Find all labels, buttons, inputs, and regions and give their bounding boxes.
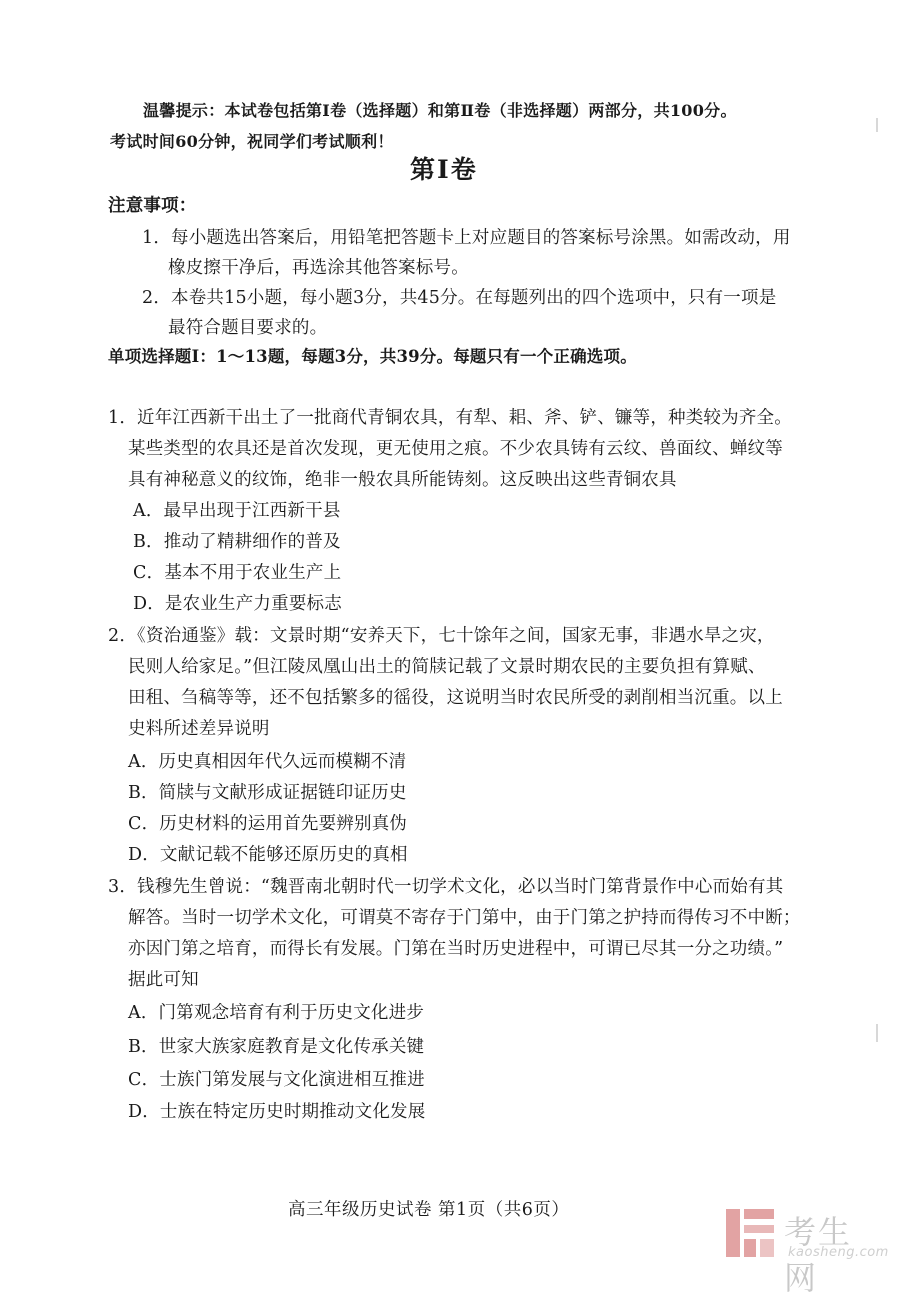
notes-item1-line2: 橡皮擦干净后，再选涂其他答案标号。 [168, 258, 469, 278]
scan-edge-mark [876, 1024, 878, 1042]
section-intro: 单项选择题Ⅰ：1～13题，每题3分，共39分。每题只有一个正确选项。 [108, 347, 637, 366]
question-3-line2: 解答。当时一切学术文化，可谓莫不寄存于门第中，由于门第之护持而得传习不中断； [128, 908, 801, 928]
notes-heading: 注意事项： [108, 196, 197, 216]
question-3-option-d[interactable]: D．士族在特定历史时期推动文化发展 [128, 1102, 426, 1122]
question-1-line3: 具有神秘意义的纹饰，绝非一般农具所能铸刻。这反映出这些青铜农具 [128, 470, 677, 490]
exam-tip-line1: 温馨提示：本试卷包括第Ⅰ卷（选择题）和第Ⅱ卷（非选择题）两部分，共100分。 [143, 101, 737, 120]
scan-edge-mark [876, 118, 878, 132]
question-3-option-b[interactable]: B．世家大族家庭教育是文化传承关键 [128, 1037, 425, 1057]
question-1-line2: 某些类型的农具还是首次发现，更无使用之痕。不少农具铸有云纹、兽面纹、蝉纹等 [128, 439, 783, 459]
question-1-option-c[interactable]: C．基本不用于农业生产上 [133, 563, 342, 583]
exam-tip-line2: 考试时间60分钟，祝同学们考试顺利！ [110, 132, 394, 151]
question-3-option-c[interactable]: C．士族门第发展与文化演进相互推进 [128, 1070, 425, 1090]
question-2-option-a[interactable]: A．历史真相因年代久远而模糊不清 [128, 752, 407, 772]
question-3-line3: 亦因门第之培育，而得长有发展。门第在当时历史进程中，可谓已尽其一分之功绩。” [128, 939, 784, 959]
notes-item1-line1: 1．每小题选出答案后，用铅笔把答题卡上对应题目的答案标号涂黑。如需改动，用 [142, 228, 791, 248]
question-3-line1: 3．钱穆先生曾说：“魏晋南北朝时代一切学术文化，必以当时门第背景作中心而始有其 [108, 877, 784, 897]
notes-item2-line2: 最符合题目要求的。 [168, 318, 328, 338]
question-2-line3: 田租、刍稿等等，还不包括繁多的徭役，这说明当时农民所受的剥削相当沉重。以上 [128, 688, 783, 708]
question-2-line1: 2．《资治通鉴》载：文景时期“安养天下，七十馀年之间，国家无事，非遇水旱之灾， [108, 626, 775, 646]
question-3-option-a[interactable]: A．门第观念培育有利于历史文化进步 [128, 1003, 425, 1023]
question-2-option-c[interactable]: C．历史材料的运用首先要辨别真伪 [128, 814, 408, 834]
watermark-brand: 考生网 [784, 1213, 853, 1297]
question-2-line2: 民则人给家足。”但江陵凤凰山出土的简牍记载了文景时期农民的主要负担有算赋、 [128, 657, 766, 677]
section-title: 第Ⅰ卷 [410, 155, 478, 184]
page-footer: 高三年级历史试卷 第1页（共6页） [288, 1200, 570, 1220]
question-1-option-a[interactable]: A．最早出现于江西新干县 [133, 501, 341, 521]
question-1-option-d[interactable]: D．是农业生产力重要标志 [133, 594, 342, 614]
watermark [724, 1203, 889, 1297]
question-2-option-b[interactable]: B．简牍与文献形成证据链印证历史 [128, 783, 407, 803]
kaosheng-logo-icon [724, 1205, 776, 1261]
question-1-line1: 1．近年江西新干出土了一批商代青铜农具，有犁、耜、斧、铲、镰等，种类较为齐全。 [108, 408, 792, 428]
question-2-option-d[interactable]: D．文献记载不能够还原历史的真相 [128, 845, 408, 865]
question-2-line4: 史料所述差异说明 [128, 719, 270, 739]
question-3-line4: 据此可知 [128, 970, 199, 990]
question-1-option-b[interactable]: B．推动了精耕细作的普及 [133, 532, 341, 552]
notes-item2-line1: 2．本卷共15小题，每小题3分，共45分。在每题列出的四个选项中，只有一项是 [142, 288, 777, 308]
watermark-url[interactable]: kaosheng.com [788, 1245, 889, 1260]
